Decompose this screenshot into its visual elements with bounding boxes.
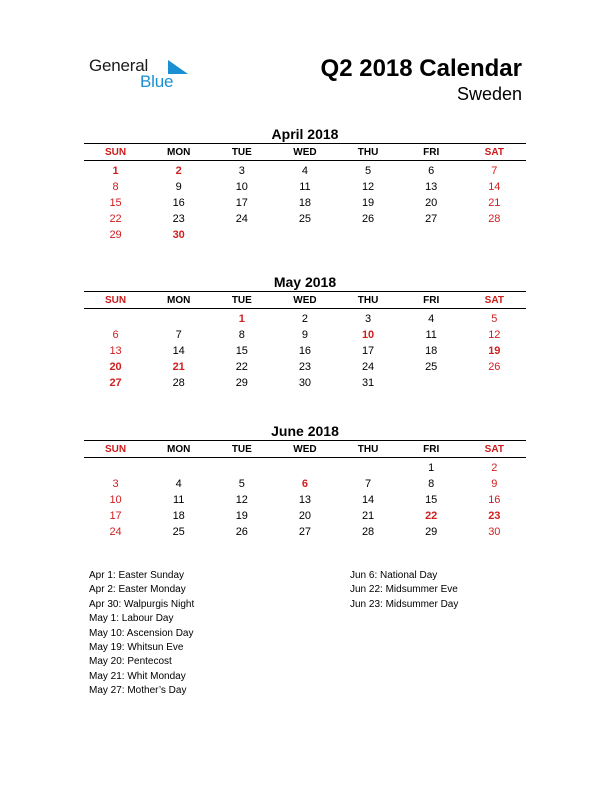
day-cell: 19	[488, 345, 501, 357]
day-cell: 7	[491, 165, 498, 177]
week-row	[84, 195, 526, 211]
day-cell: 20	[425, 197, 438, 209]
day-cell: 31	[361, 377, 375, 389]
day-cell: 1	[238, 313, 245, 325]
holiday-item: Jun 22: Midsummer Eve	[350, 584, 458, 596]
day-cell: 8	[428, 478, 435, 490]
day-cell: 9	[175, 181, 182, 193]
weekday-label: SUN	[105, 444, 127, 455]
holiday-item: May 20: Pentecost	[89, 656, 172, 668]
day-cell: 24	[361, 361, 375, 373]
day-cell: 30	[298, 377, 312, 389]
day-cell: 17	[109, 510, 122, 522]
month-april	[84, 125, 526, 243]
day-cell: 17	[361, 345, 375, 357]
week-row	[84, 508, 526, 524]
day-grid	[84, 311, 526, 391]
day-cell: 4	[428, 313, 435, 325]
header-rule-top	[84, 291, 526, 292]
day-cell: 23	[172, 213, 185, 225]
weekday-label: SAT	[484, 444, 504, 455]
day-cell: 23	[488, 510, 501, 522]
day-cell: 5	[365, 165, 372, 177]
empty-day-cell	[337, 460, 400, 476]
day-cell: 19	[361, 197, 375, 209]
header-rule-bottom	[84, 457, 526, 458]
weekday-label: MON	[167, 444, 191, 455]
holiday-item: May 1: Labour Day	[89, 613, 174, 625]
week-row	[84, 460, 526, 476]
month-title: June 2018	[271, 423, 339, 439]
weekday-label: WED	[293, 147, 317, 158]
week-row	[84, 211, 526, 227]
day-cell: 13	[109, 345, 122, 357]
holiday-item: May 27: Mother’s Day	[89, 685, 187, 697]
day-cell: 22	[109, 213, 122, 225]
holiday-item: Jun 6: National Day	[350, 570, 438, 581]
empty-day-cell	[210, 460, 273, 476]
day-cell: 21	[172, 361, 185, 373]
day-cell: 29	[109, 229, 122, 241]
holiday-item: Jun 23: Midsummer Day	[350, 598, 459, 610]
weekday-label: MON	[167, 147, 191, 158]
holiday-item: May 21: Whit Monday	[89, 670, 186, 682]
day-cell: 26	[488, 361, 501, 373]
country-subtitle: Sweden	[456, 84, 522, 104]
day-cell: 25	[172, 526, 185, 538]
holiday-list-column-2	[350, 569, 458, 612]
day-cell: 27	[298, 526, 312, 538]
empty-day-cell	[147, 311, 210, 327]
day-cell: 14	[172, 345, 185, 357]
empty-day-cell	[84, 311, 147, 327]
day-cell: 2	[491, 462, 498, 474]
day-cell: 27	[425, 213, 438, 225]
week-row	[84, 359, 526, 375]
week-row	[84, 311, 526, 327]
holiday-list-column-1	[89, 569, 194, 699]
day-cell: 2	[175, 165, 182, 177]
weekday-label: TUE	[231, 444, 252, 455]
day-cell: 27	[109, 377, 122, 389]
day-cell: 15	[235, 345, 248, 357]
day-cell: 24	[235, 213, 248, 225]
weekday-label: THU	[357, 147, 379, 158]
weekday-label: FRI	[423, 295, 440, 306]
day-cell: 29	[425, 526, 438, 538]
month-title: May 2018	[273, 274, 337, 290]
day-cell: 13	[425, 181, 438, 193]
day-cell: 26	[361, 213, 375, 225]
weekday-label: FRI	[423, 147, 440, 158]
weekday-label: WED	[293, 444, 317, 455]
day-cell: 29	[235, 377, 248, 389]
weekday-label: THU	[357, 295, 379, 306]
month-june	[84, 422, 526, 540]
weekday-label: THU	[357, 444, 379, 455]
empty-day-cell	[400, 375, 463, 391]
day-cell: 18	[298, 197, 312, 209]
logo-text-general: General	[89, 56, 149, 75]
day-cell: 16	[172, 197, 185, 209]
day-cell: 3	[112, 478, 119, 490]
day-cell: 7	[175, 329, 182, 341]
holiday-item: May 10: Ascension Day	[89, 627, 194, 639]
day-cell: 28	[172, 377, 185, 389]
day-cell: 21	[361, 510, 375, 522]
day-cell: 9	[301, 329, 308, 341]
weekday-header-row	[84, 145, 526, 160]
day-cell: 16	[298, 345, 312, 357]
day-cell: 7	[365, 478, 372, 490]
holiday-item: Apr 2: Easter Monday	[89, 584, 186, 596]
week-row	[84, 179, 526, 195]
day-cell: 18	[425, 345, 438, 357]
holiday-item: May 19: Whitsun Eve	[89, 642, 184, 654]
day-cell: 12	[488, 329, 501, 341]
week-row	[84, 524, 526, 540]
day-cell: 25	[425, 361, 438, 373]
day-cell: 3	[238, 165, 245, 177]
header-rule-bottom	[84, 160, 526, 161]
day-cell: 23	[298, 361, 312, 373]
day-cell: 25	[298, 213, 312, 225]
weekday-label: FRI	[423, 444, 440, 455]
general-blue-logo	[89, 56, 189, 96]
day-cell: 5	[491, 313, 498, 325]
page-title: Q2 2018 Calendar	[320, 55, 522, 82]
header-rule-top	[84, 440, 526, 441]
day-cell: 8	[112, 181, 119, 193]
day-cell: 8	[238, 329, 245, 341]
week-row	[84, 375, 526, 391]
weekday-header-row	[84, 293, 526, 308]
day-cell: 10	[361, 329, 375, 341]
week-row	[84, 227, 526, 243]
empty-day-cell	[147, 460, 210, 476]
empty-day-cell	[273, 227, 336, 243]
day-cell: 6	[112, 329, 119, 341]
day-cell: 14	[361, 494, 375, 506]
weekday-label: MON	[167, 295, 191, 306]
day-cell: 9	[491, 478, 498, 490]
empty-day-cell	[400, 227, 463, 243]
day-cell: 16	[488, 494, 501, 506]
day-cell: 18	[172, 510, 185, 522]
day-cell: 12	[235, 494, 248, 506]
empty-day-cell	[210, 227, 273, 243]
day-cell: 6	[428, 165, 435, 177]
weekday-label: SAT	[484, 295, 504, 306]
empty-day-cell	[84, 460, 147, 476]
day-grid	[84, 163, 526, 243]
day-cell: 1	[428, 462, 435, 474]
day-cell: 2	[301, 313, 308, 325]
day-cell: 14	[488, 181, 501, 193]
day-cell: 22	[235, 361, 248, 373]
logo-text-blue: Blue	[140, 72, 174, 91]
day-cell: 26	[235, 526, 248, 538]
day-cell: 15	[425, 494, 438, 506]
day-grid	[84, 460, 526, 540]
week-row	[84, 163, 526, 179]
day-cell: 22	[425, 510, 438, 522]
weekday-label: TUE	[231, 147, 252, 158]
holiday-item: Apr 30: Walpurgis Night	[89, 598, 195, 610]
week-row	[84, 476, 526, 492]
month-title: April 2018	[271, 126, 339, 142]
day-cell: 12	[361, 181, 375, 193]
weekday-header-row	[84, 442, 526, 457]
day-cell: 11	[425, 329, 437, 341]
day-cell: 30	[172, 229, 185, 241]
day-cell: 13	[298, 494, 312, 506]
weekday-label: TUE	[231, 295, 252, 306]
weekday-label: SUN	[105, 147, 127, 158]
day-cell: 10	[235, 181, 248, 193]
holiday-item: Apr 1: Easter Sunday	[89, 570, 185, 581]
day-cell: 1	[112, 165, 119, 177]
day-cell: 6	[301, 478, 308, 490]
week-row	[84, 492, 526, 508]
weekday-label: SUN	[105, 295, 127, 306]
day-cell: 11	[299, 181, 311, 193]
week-row	[84, 327, 526, 343]
day-cell: 4	[301, 165, 308, 177]
day-cell: 3	[365, 313, 372, 325]
day-cell: 20	[109, 361, 122, 373]
month-may	[84, 273, 526, 391]
weekday-label: WED	[293, 295, 317, 306]
day-cell: 5	[238, 478, 245, 490]
day-cell: 4	[175, 478, 182, 490]
empty-day-cell	[337, 227, 400, 243]
weekday-label: SAT	[484, 147, 504, 158]
empty-day-cell	[463, 227, 526, 243]
empty-day-cell	[273, 460, 336, 476]
day-cell: 15	[109, 197, 122, 209]
day-cell: 10	[109, 494, 122, 506]
day-cell: 24	[109, 526, 122, 538]
header-rule-bottom	[84, 308, 526, 309]
day-cell: 30	[488, 526, 501, 538]
week-row	[84, 343, 526, 359]
day-cell: 28	[488, 213, 501, 225]
empty-day-cell	[463, 375, 526, 391]
day-cell: 20	[298, 510, 312, 522]
header-rule-top	[84, 143, 526, 144]
day-cell: 28	[361, 526, 375, 538]
day-cell: 11	[172, 494, 185, 506]
day-cell: 17	[235, 197, 248, 209]
day-cell: 21	[488, 197, 501, 209]
day-cell: 19	[235, 510, 248, 522]
